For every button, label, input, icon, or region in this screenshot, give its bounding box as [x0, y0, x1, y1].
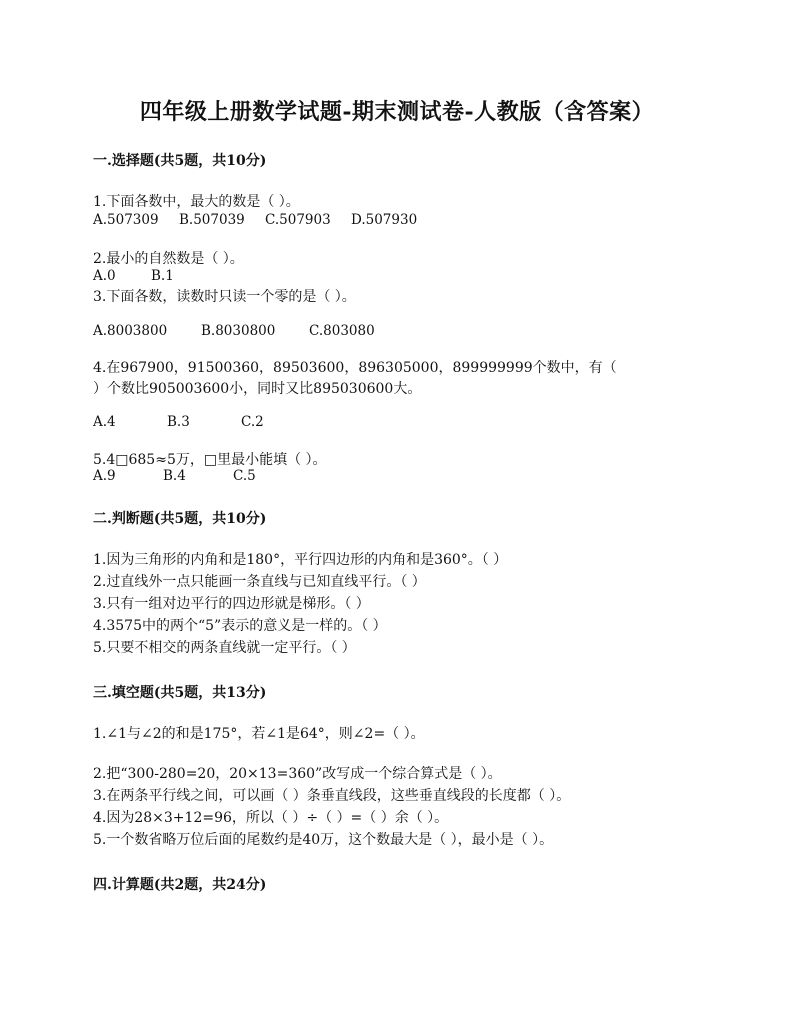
choice-options-3 [93, 323, 375, 339]
choice-options-5 [93, 468, 256, 484]
option: A.0 [93, 268, 116, 284]
choice-options-1 [93, 212, 417, 228]
option: B.1 [151, 268, 174, 284]
choice-question-5: 5.4□685≈5万，□里最小能填（ ）。 [93, 452, 327, 468]
judge-question-5: 5.只要不相交的两条直线就一定平行。（ ） [93, 640, 356, 656]
option: C.507903 [265, 212, 331, 228]
fill-question-2: 2.把“300-280=20，20×13=360”改写成一个综合算式是（ ）。 [93, 766, 502, 782]
option: D.507930 [351, 212, 418, 228]
choice-question-4-line-1: 4.在967900，91500360，89503600，896305000，899999999个数中，有（ [93, 360, 617, 376]
option: B.8030800 [201, 323, 276, 339]
section-heading-calc: 四.计算题(共2题，共24分) [93, 877, 267, 893]
choice-options-4 [93, 414, 264, 430]
option: C.2 [241, 414, 264, 430]
judge-question-3: 3.只有一组对边平行的四边形就是梯形。（ ） [93, 596, 370, 612]
fill-question-1: 1.∠1与∠2的和是175°，若∠1是64°，则∠2=（ ）。 [93, 726, 425, 742]
judge-question-2: 2.过直线外一点只能画一条直线与已知直线平行。（ ） [93, 574, 426, 590]
section-heading-choice: 一.选择题(共5题，共10分) [93, 153, 267, 169]
option: B.507039 [179, 212, 245, 228]
choice-question-3: 3.下面各数，读数时只读一个零的是（ ）。 [93, 289, 356, 305]
fill-question-3: 3.在两条平行线之间，可以画（ ）条垂直线段，这些垂直线段的长度都（ ）。 [93, 788, 571, 804]
choice-options-2 [93, 268, 174, 284]
judge-question-1: 1.因为三角形的内角和是180°，平行四边形的内角和是360°。（ ） [93, 552, 508, 568]
choice-question-4-line-2: ）个数比905003600小，同时又比895030600大。 [93, 381, 422, 397]
option: B.3 [167, 414, 190, 430]
choice-question-1: 1.下面各数中，最大的数是（ ）。 [93, 194, 300, 210]
option: C.803080 [309, 323, 375, 339]
section-heading-fill: 三.填空题(共5题，共13分) [93, 685, 267, 701]
option: C.5 [233, 468, 256, 484]
choice-question-2: 2.最小的自然数是（ ）。 [93, 251, 244, 267]
option: A.507309 [93, 212, 159, 228]
option: A.4 [93, 414, 116, 430]
option: A.9 [93, 468, 116, 484]
section-heading-judge: 二.判断题(共5题，共10分) [93, 511, 267, 527]
fill-question-5: 5.一个数省略万位后面的尾数约是40万，这个数最大是（ ），最小是（ ）。 [93, 832, 554, 848]
page-title: 四年级上册数学试题-期末测试卷-人教版（含答案） [139, 99, 655, 125]
judge-question-4: 4.3575中的两个“5”表示的意义是一样的。（ ） [93, 618, 387, 634]
option: B.4 [163, 468, 186, 484]
option: A.8003800 [93, 323, 168, 339]
fill-question-4: 4.因为28×3+12=96，所以（ ）÷（ ）=（ ）余（ ）。 [93, 810, 449, 826]
